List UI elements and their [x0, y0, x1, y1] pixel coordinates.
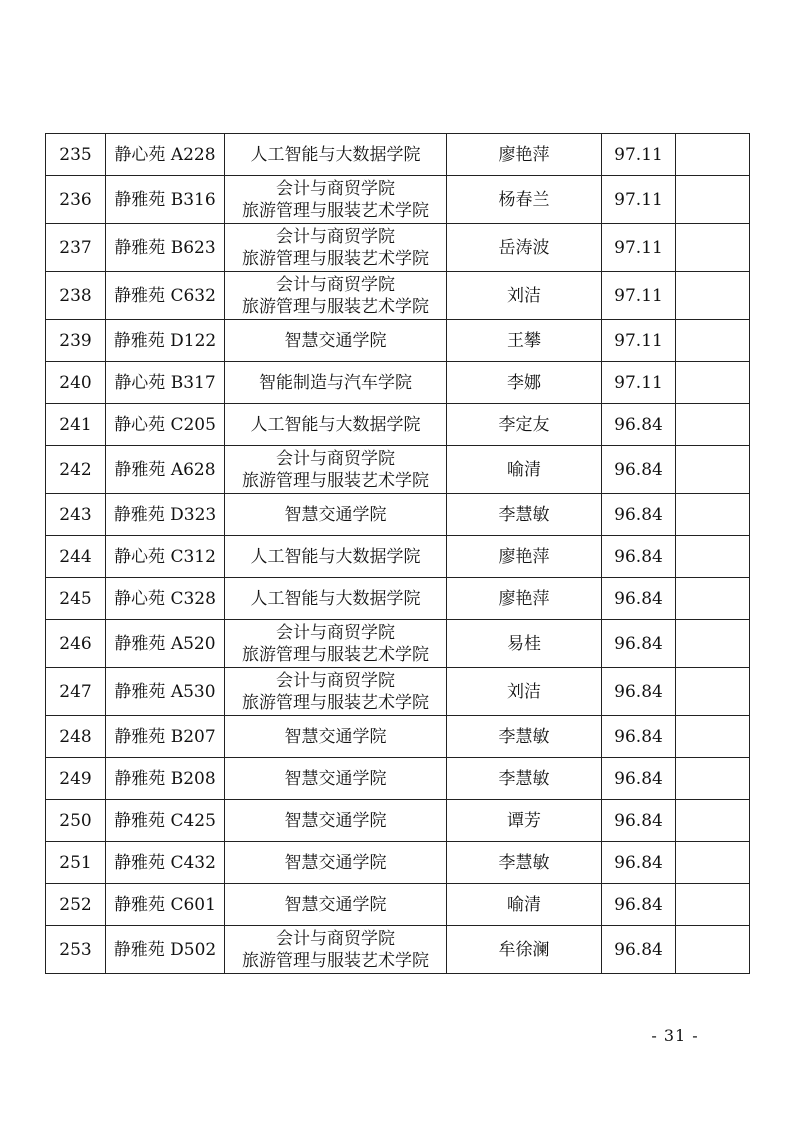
cell-score: 96.84 [602, 536, 676, 578]
cell-person: 李慧敏 [447, 758, 602, 800]
college-line: 会计与商贸学院 [276, 622, 395, 643]
cell-index: 243 [46, 494, 106, 536]
cell-college [225, 668, 447, 716]
table-row [46, 536, 750, 578]
cell-index: 245 [46, 578, 106, 620]
college-line: 会计与商贸学院 [276, 178, 395, 199]
cell-room: 静雅苑 D122 [106, 320, 225, 362]
cell-index: 239 [46, 320, 106, 362]
cell-person: 李娜 [447, 362, 602, 404]
cell-index: 251 [46, 842, 106, 884]
dormitory-score-table [45, 133, 750, 974]
cell-note [676, 842, 750, 884]
cell-room: 静雅苑 C432 [106, 842, 225, 884]
college-line: 会计与商贸学院 [276, 928, 395, 949]
cell-room: 静雅苑 A628 [106, 446, 225, 494]
cell-score: 97.11 [602, 320, 676, 362]
cell-note [676, 176, 750, 224]
cell-college [225, 404, 447, 446]
table-row [46, 134, 750, 176]
college-line: 旅游管理与服装艺术学院 [242, 248, 429, 269]
cell-college [225, 176, 447, 224]
cell-person: 牟徐澜 [447, 926, 602, 974]
cell-note [676, 578, 750, 620]
cell-note [676, 134, 750, 176]
table-body [46, 134, 750, 974]
table-row [46, 224, 750, 272]
college-line: 智慧交通学院 [284, 768, 387, 789]
cell-room: 静雅苑 D502 [106, 926, 225, 974]
cell-score: 97.11 [602, 224, 676, 272]
cell-note [676, 494, 750, 536]
cell-note [676, 800, 750, 842]
college-line: 智慧交通学院 [284, 810, 387, 831]
table-row [46, 758, 750, 800]
college-line: 智慧交通学院 [284, 852, 387, 873]
cell-college [225, 716, 447, 758]
cell-score: 96.84 [602, 884, 676, 926]
cell-note [676, 620, 750, 668]
college-line: 会计与商贸学院 [276, 274, 395, 295]
college-line: 会计与商贸学院 [276, 226, 395, 247]
cell-room: 静雅苑 C425 [106, 800, 225, 842]
cell-room: 静雅苑 A530 [106, 668, 225, 716]
cell-score: 97.11 [602, 362, 676, 404]
cell-person: 廖艳萍 [447, 536, 602, 578]
cell-note [676, 926, 750, 974]
cell-room: 静雅苑 B316 [106, 176, 225, 224]
cell-note [676, 446, 750, 494]
cell-room: 静雅苑 D323 [106, 494, 225, 536]
cell-room: 静心苑 B317 [106, 362, 225, 404]
cell-person: 易桂 [447, 620, 602, 668]
college-line: 人工智能与大数据学院 [250, 144, 421, 165]
cell-index: 253 [46, 926, 106, 974]
cell-room: 静雅苑 B623 [106, 224, 225, 272]
cell-index: 235 [46, 134, 106, 176]
cell-index: 247 [46, 668, 106, 716]
cell-person: 李慧敏 [447, 716, 602, 758]
cell-person: 刘洁 [447, 668, 602, 716]
college-line: 旅游管理与服装艺术学院 [242, 200, 429, 221]
cell-college [225, 620, 447, 668]
table-row [46, 176, 750, 224]
table-row [46, 800, 750, 842]
college-line: 旅游管理与服装艺术学院 [242, 692, 429, 713]
college-line: 智慧交通学院 [284, 504, 387, 525]
cell-college [225, 362, 447, 404]
cell-note [676, 758, 750, 800]
cell-person: 王攀 [447, 320, 602, 362]
cell-room: 静雅苑 C632 [106, 272, 225, 320]
cell-note [676, 668, 750, 716]
cell-score: 96.84 [602, 926, 676, 974]
cell-score: 96.84 [602, 668, 676, 716]
cell-college [225, 134, 447, 176]
cell-person: 谭芳 [447, 800, 602, 842]
cell-college [225, 272, 447, 320]
cell-index: 241 [46, 404, 106, 446]
cell-score: 96.84 [602, 800, 676, 842]
college-line: 旅游管理与服装艺术学院 [242, 296, 429, 317]
page-number: - 31 - [651, 1026, 699, 1045]
cell-person: 廖艳萍 [447, 578, 602, 620]
cell-index: 252 [46, 884, 106, 926]
cell-score: 96.84 [602, 758, 676, 800]
cell-room: 静雅苑 B207 [106, 716, 225, 758]
table-row [46, 668, 750, 716]
cell-score: 96.84 [602, 446, 676, 494]
cell-index: 238 [46, 272, 106, 320]
cell-score: 96.84 [602, 404, 676, 446]
cell-college [225, 800, 447, 842]
cell-college [225, 536, 447, 578]
table-row [46, 842, 750, 884]
cell-note [676, 404, 750, 446]
cell-score: 96.84 [602, 620, 676, 668]
cell-index: 246 [46, 620, 106, 668]
cell-note [676, 362, 750, 404]
cell-college [225, 926, 447, 974]
cell-person: 廖艳萍 [447, 134, 602, 176]
cell-room: 静雅苑 A520 [106, 620, 225, 668]
table-row [46, 494, 750, 536]
cell-note [676, 320, 750, 362]
cell-index: 248 [46, 716, 106, 758]
cell-person: 喻清 [447, 884, 602, 926]
cell-room: 静心苑 C205 [106, 404, 225, 446]
college-line: 旅游管理与服装艺术学院 [242, 644, 429, 665]
cell-index: 242 [46, 446, 106, 494]
cell-room: 静雅苑 B208 [106, 758, 225, 800]
cell-index: 237 [46, 224, 106, 272]
cell-room: 静心苑 C328 [106, 578, 225, 620]
cell-college [225, 842, 447, 884]
cell-person: 李定友 [447, 404, 602, 446]
college-line: 智慧交通学院 [284, 726, 387, 747]
cell-college [225, 884, 447, 926]
table-row [46, 272, 750, 320]
cell-college [225, 224, 447, 272]
cell-person: 喻清 [447, 446, 602, 494]
cell-college [225, 578, 447, 620]
college-line: 会计与商贸学院 [276, 448, 395, 469]
cell-room: 静心苑 C312 [106, 536, 225, 578]
cell-person: 杨春兰 [447, 176, 602, 224]
college-line: 会计与商贸学院 [276, 670, 395, 691]
college-line: 人工智能与大数据学院 [250, 546, 421, 567]
cell-note [676, 224, 750, 272]
table-row [46, 404, 750, 446]
cell-score: 97.11 [602, 134, 676, 176]
cell-person: 刘洁 [447, 272, 602, 320]
cell-score: 96.84 [602, 494, 676, 536]
table-row [46, 320, 750, 362]
cell-index: 236 [46, 176, 106, 224]
cell-score: 96.84 [602, 716, 676, 758]
table-row [46, 620, 750, 668]
table-row [46, 926, 750, 974]
cell-person: 李慧敏 [447, 842, 602, 884]
cell-index: 249 [46, 758, 106, 800]
cell-score: 97.11 [602, 176, 676, 224]
table-row [46, 884, 750, 926]
table-row [46, 578, 750, 620]
cell-person: 李慧敏 [447, 494, 602, 536]
cell-index: 250 [46, 800, 106, 842]
college-line: 人工智能与大数据学院 [250, 414, 421, 435]
cell-room: 静心苑 A228 [106, 134, 225, 176]
table-row [46, 716, 750, 758]
cell-index: 244 [46, 536, 106, 578]
college-line: 旅游管理与服装艺术学院 [242, 950, 429, 971]
cell-college [225, 758, 447, 800]
cell-note [676, 272, 750, 320]
cell-score: 96.84 [602, 842, 676, 884]
college-line: 人工智能与大数据学院 [250, 588, 421, 609]
college-line: 旅游管理与服装艺术学院 [242, 470, 429, 491]
college-line: 智慧交通学院 [284, 894, 387, 915]
cell-note [676, 536, 750, 578]
cell-index: 240 [46, 362, 106, 404]
cell-college [225, 320, 447, 362]
college-line: 智能制造与汽车学院 [259, 372, 412, 393]
cell-college [225, 494, 447, 536]
cell-college [225, 446, 447, 494]
cell-note [676, 884, 750, 926]
cell-person: 岳涛波 [447, 224, 602, 272]
cell-note [676, 716, 750, 758]
table-row [46, 362, 750, 404]
table-row [46, 446, 750, 494]
cell-score: 96.84 [602, 578, 676, 620]
cell-room: 静雅苑 C601 [106, 884, 225, 926]
college-line: 智慧交通学院 [284, 330, 387, 351]
cell-score: 97.11 [602, 272, 676, 320]
